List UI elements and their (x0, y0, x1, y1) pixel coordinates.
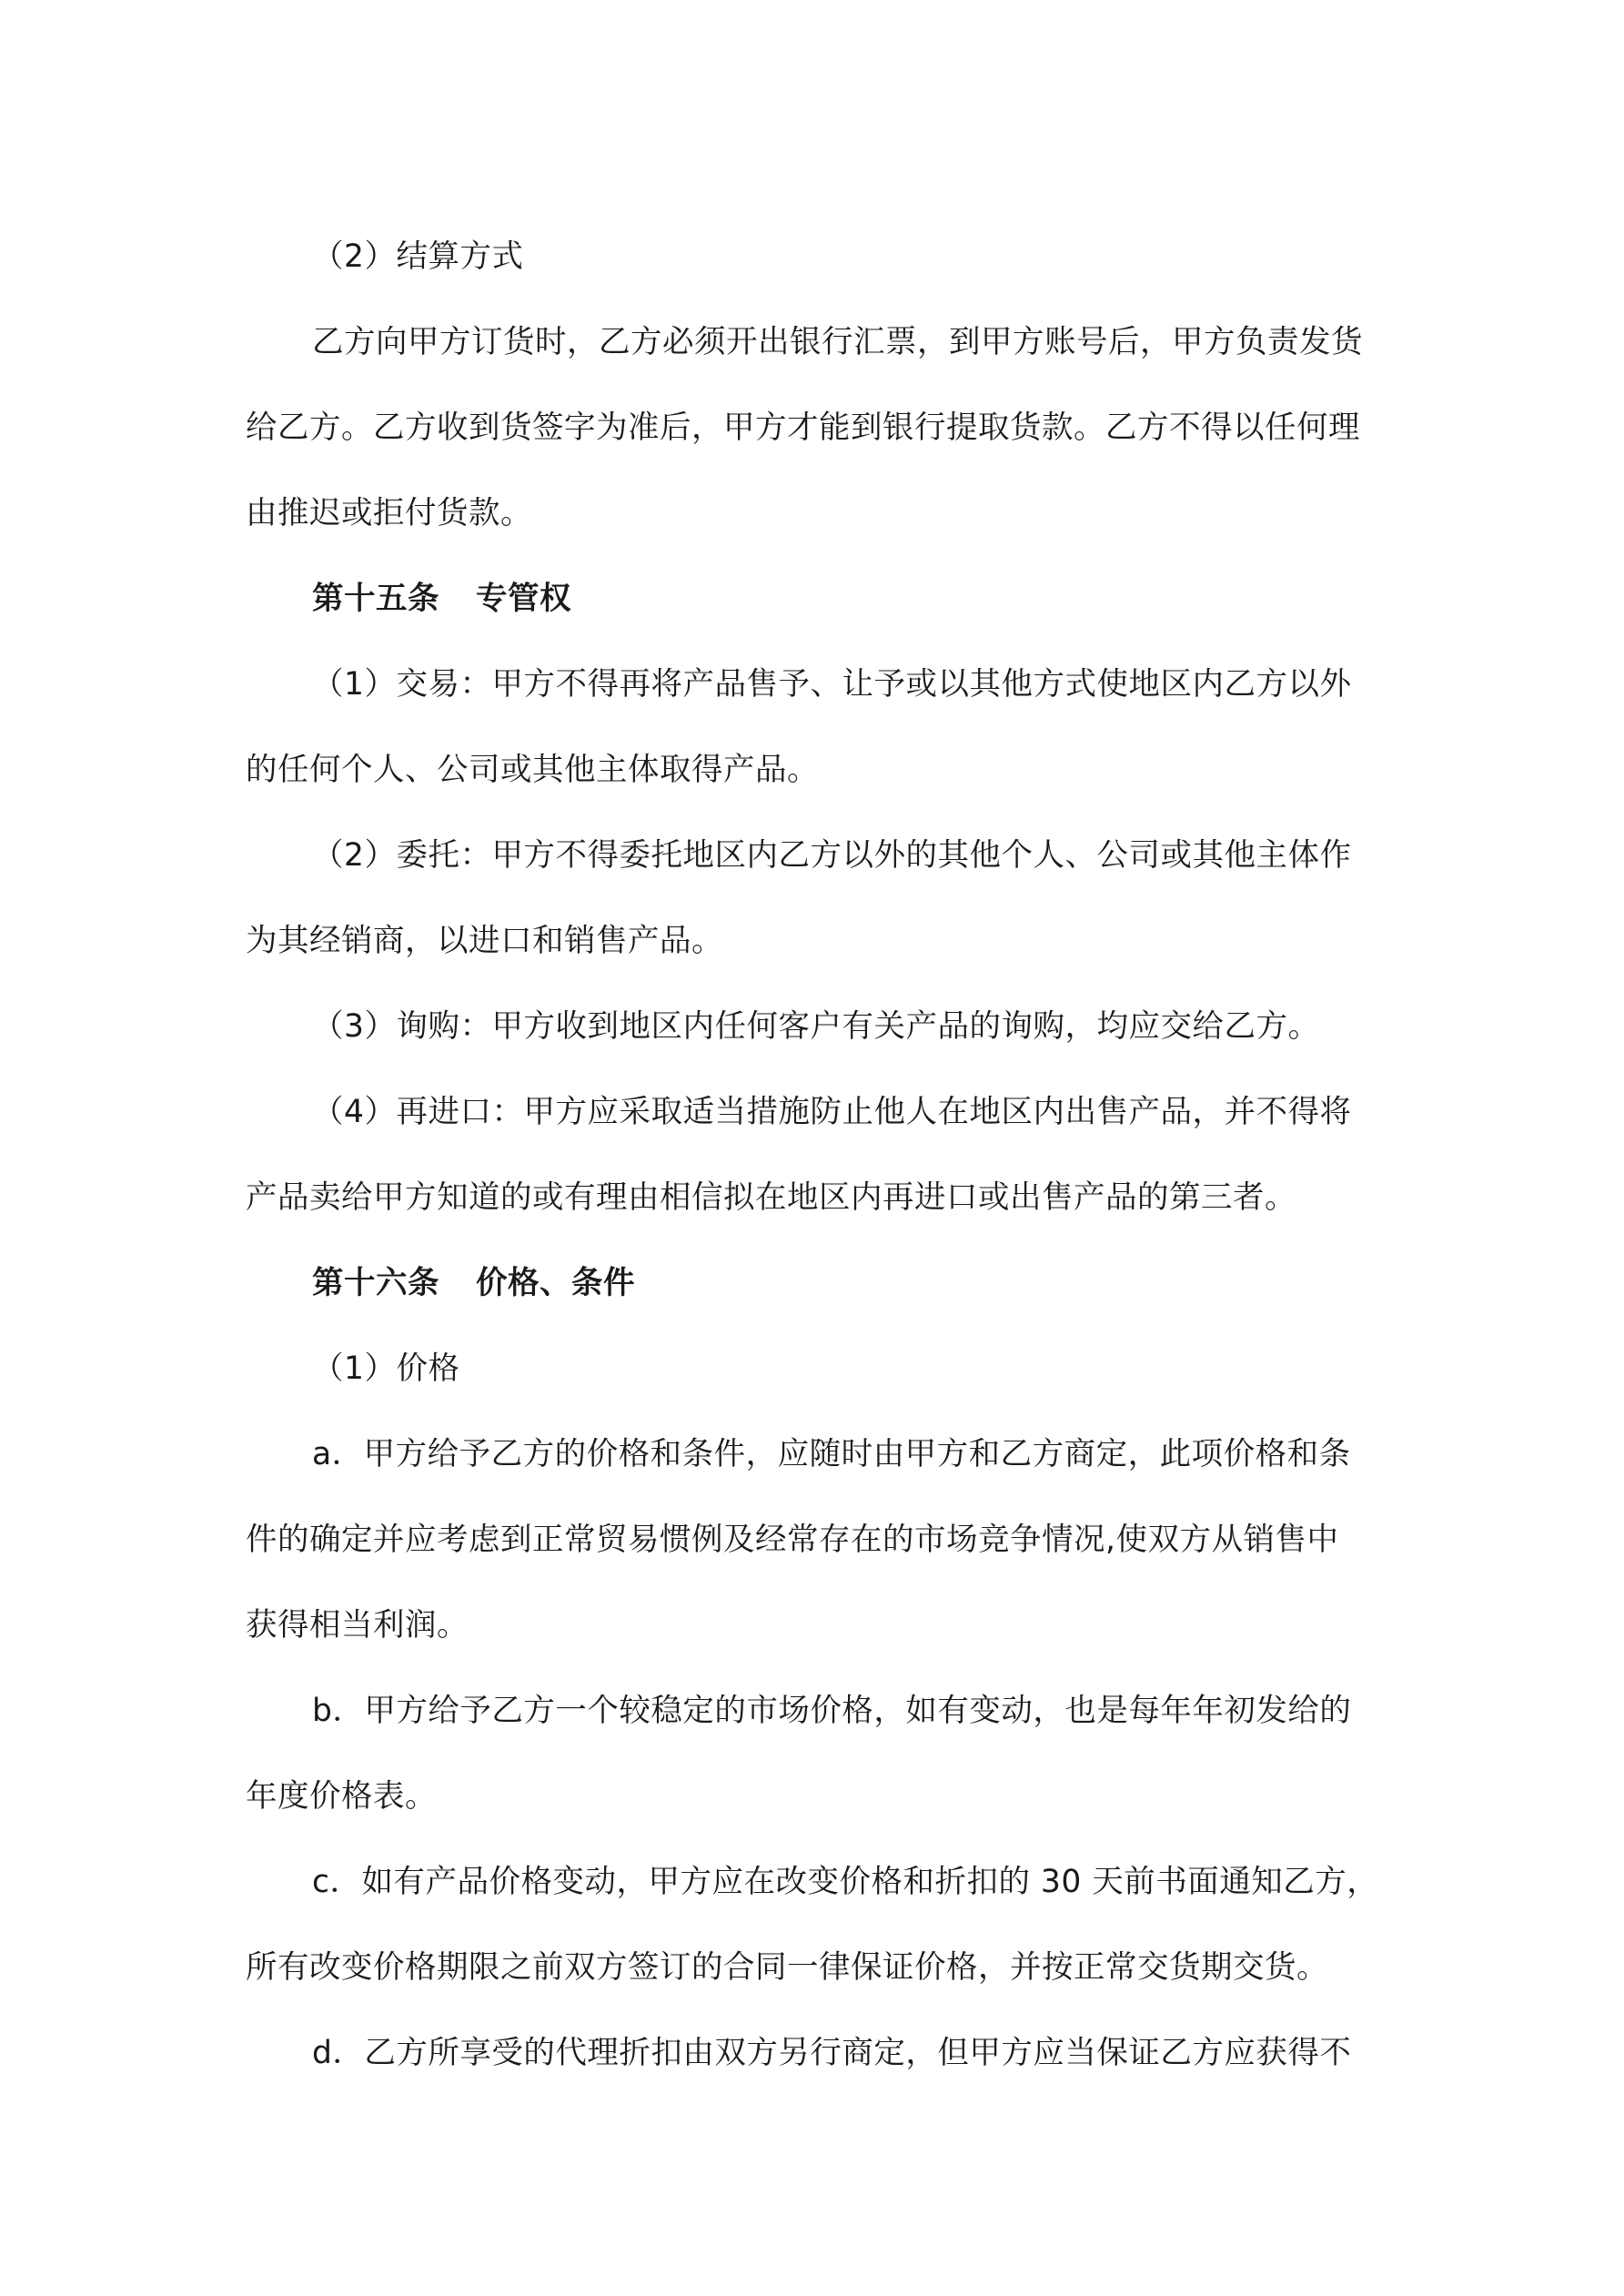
paragraph-line: d．乙方所享受的代理折扣由双方另行商定，但甲方应当保证乙方应获得不 (312, 2035, 1352, 2071)
paragraph-line: 由推迟或拒付货款。 (246, 495, 532, 531)
paragraph-line: （1）交易：甲方不得再将产品售予、让予或以其他方式使地区内乙方以外 (312, 666, 1352, 703)
paragraph-line: 乙方向甲方订货时，乙方必须开出银行汇票，到甲方账号后，甲方负责发货 (312, 324, 1363, 360)
article-number: 第十五条 (312, 581, 439, 617)
paragraph-line: （1）价格 (312, 1350, 460, 1387)
paragraph-line: （2）结算方式 (312, 238, 524, 275)
document-body (246, 214, 1387, 2096)
article-heading-15 (246, 556, 1387, 642)
paragraph-line: 的任何个人、公司或其他主体取得产品。 (246, 752, 819, 788)
paragraph-line: 给乙方。乙方收到货签字为准后，甲方才能到银行提取货款。乙方不得以任何理 (246, 410, 1360, 446)
paragraph-line: c．如有产品价格变动，甲方应在改变价格和折扣的 30 天前书面通知乙方， (312, 1864, 1379, 1900)
article-title: 专管权 (476, 581, 571, 617)
paragraph-line: 件的确定并应考虑到正常贸易惯例及经常存在的市场竞争情况,使双方从销售中 (246, 1522, 1339, 1558)
paragraph-line: 产品卖给甲方知道的或有理由相信拟在地区内再进口或出售产品的第三者。 (246, 1179, 1296, 1216)
paragraph-line: （4）再进口：甲方应采取适当措施防止他人在地区内出售产品，并不得将 (312, 1094, 1352, 1130)
paragraph-line: 获得相当利润。 (246, 1607, 469, 1644)
paragraph-line: （2）委托：甲方不得委托地区内乙方以外的其他个人、公司或其他主体作 (312, 837, 1352, 874)
paragraph-line: 所有改变价格期限之前双方签订的合同一律保证价格，并按正常交货期交货。 (246, 1949, 1328, 1986)
article-heading-16 (246, 1240, 1387, 1326)
article-number: 第十六条 (312, 1265, 439, 1301)
paragraph-line: a．甲方给予乙方的价格和条件，应随时由甲方和乙方商定，此项价格和条 (312, 1436, 1351, 1472)
paragraph-line: （3）询购：甲方收到地区内任何客户有关产品的询购，均应交给乙方。 (312, 1008, 1320, 1045)
paragraph-line: b．甲方给予乙方一个较稳定的市场价格，如有变动，也是每年年初发给的 (312, 1693, 1352, 1729)
paragraph-line: 为其经销商，以进口和销售产品。 (246, 923, 723, 959)
article-title: 价格、条件 (476, 1265, 635, 1301)
paragraph-line: 年度价格表。 (246, 1778, 437, 1815)
